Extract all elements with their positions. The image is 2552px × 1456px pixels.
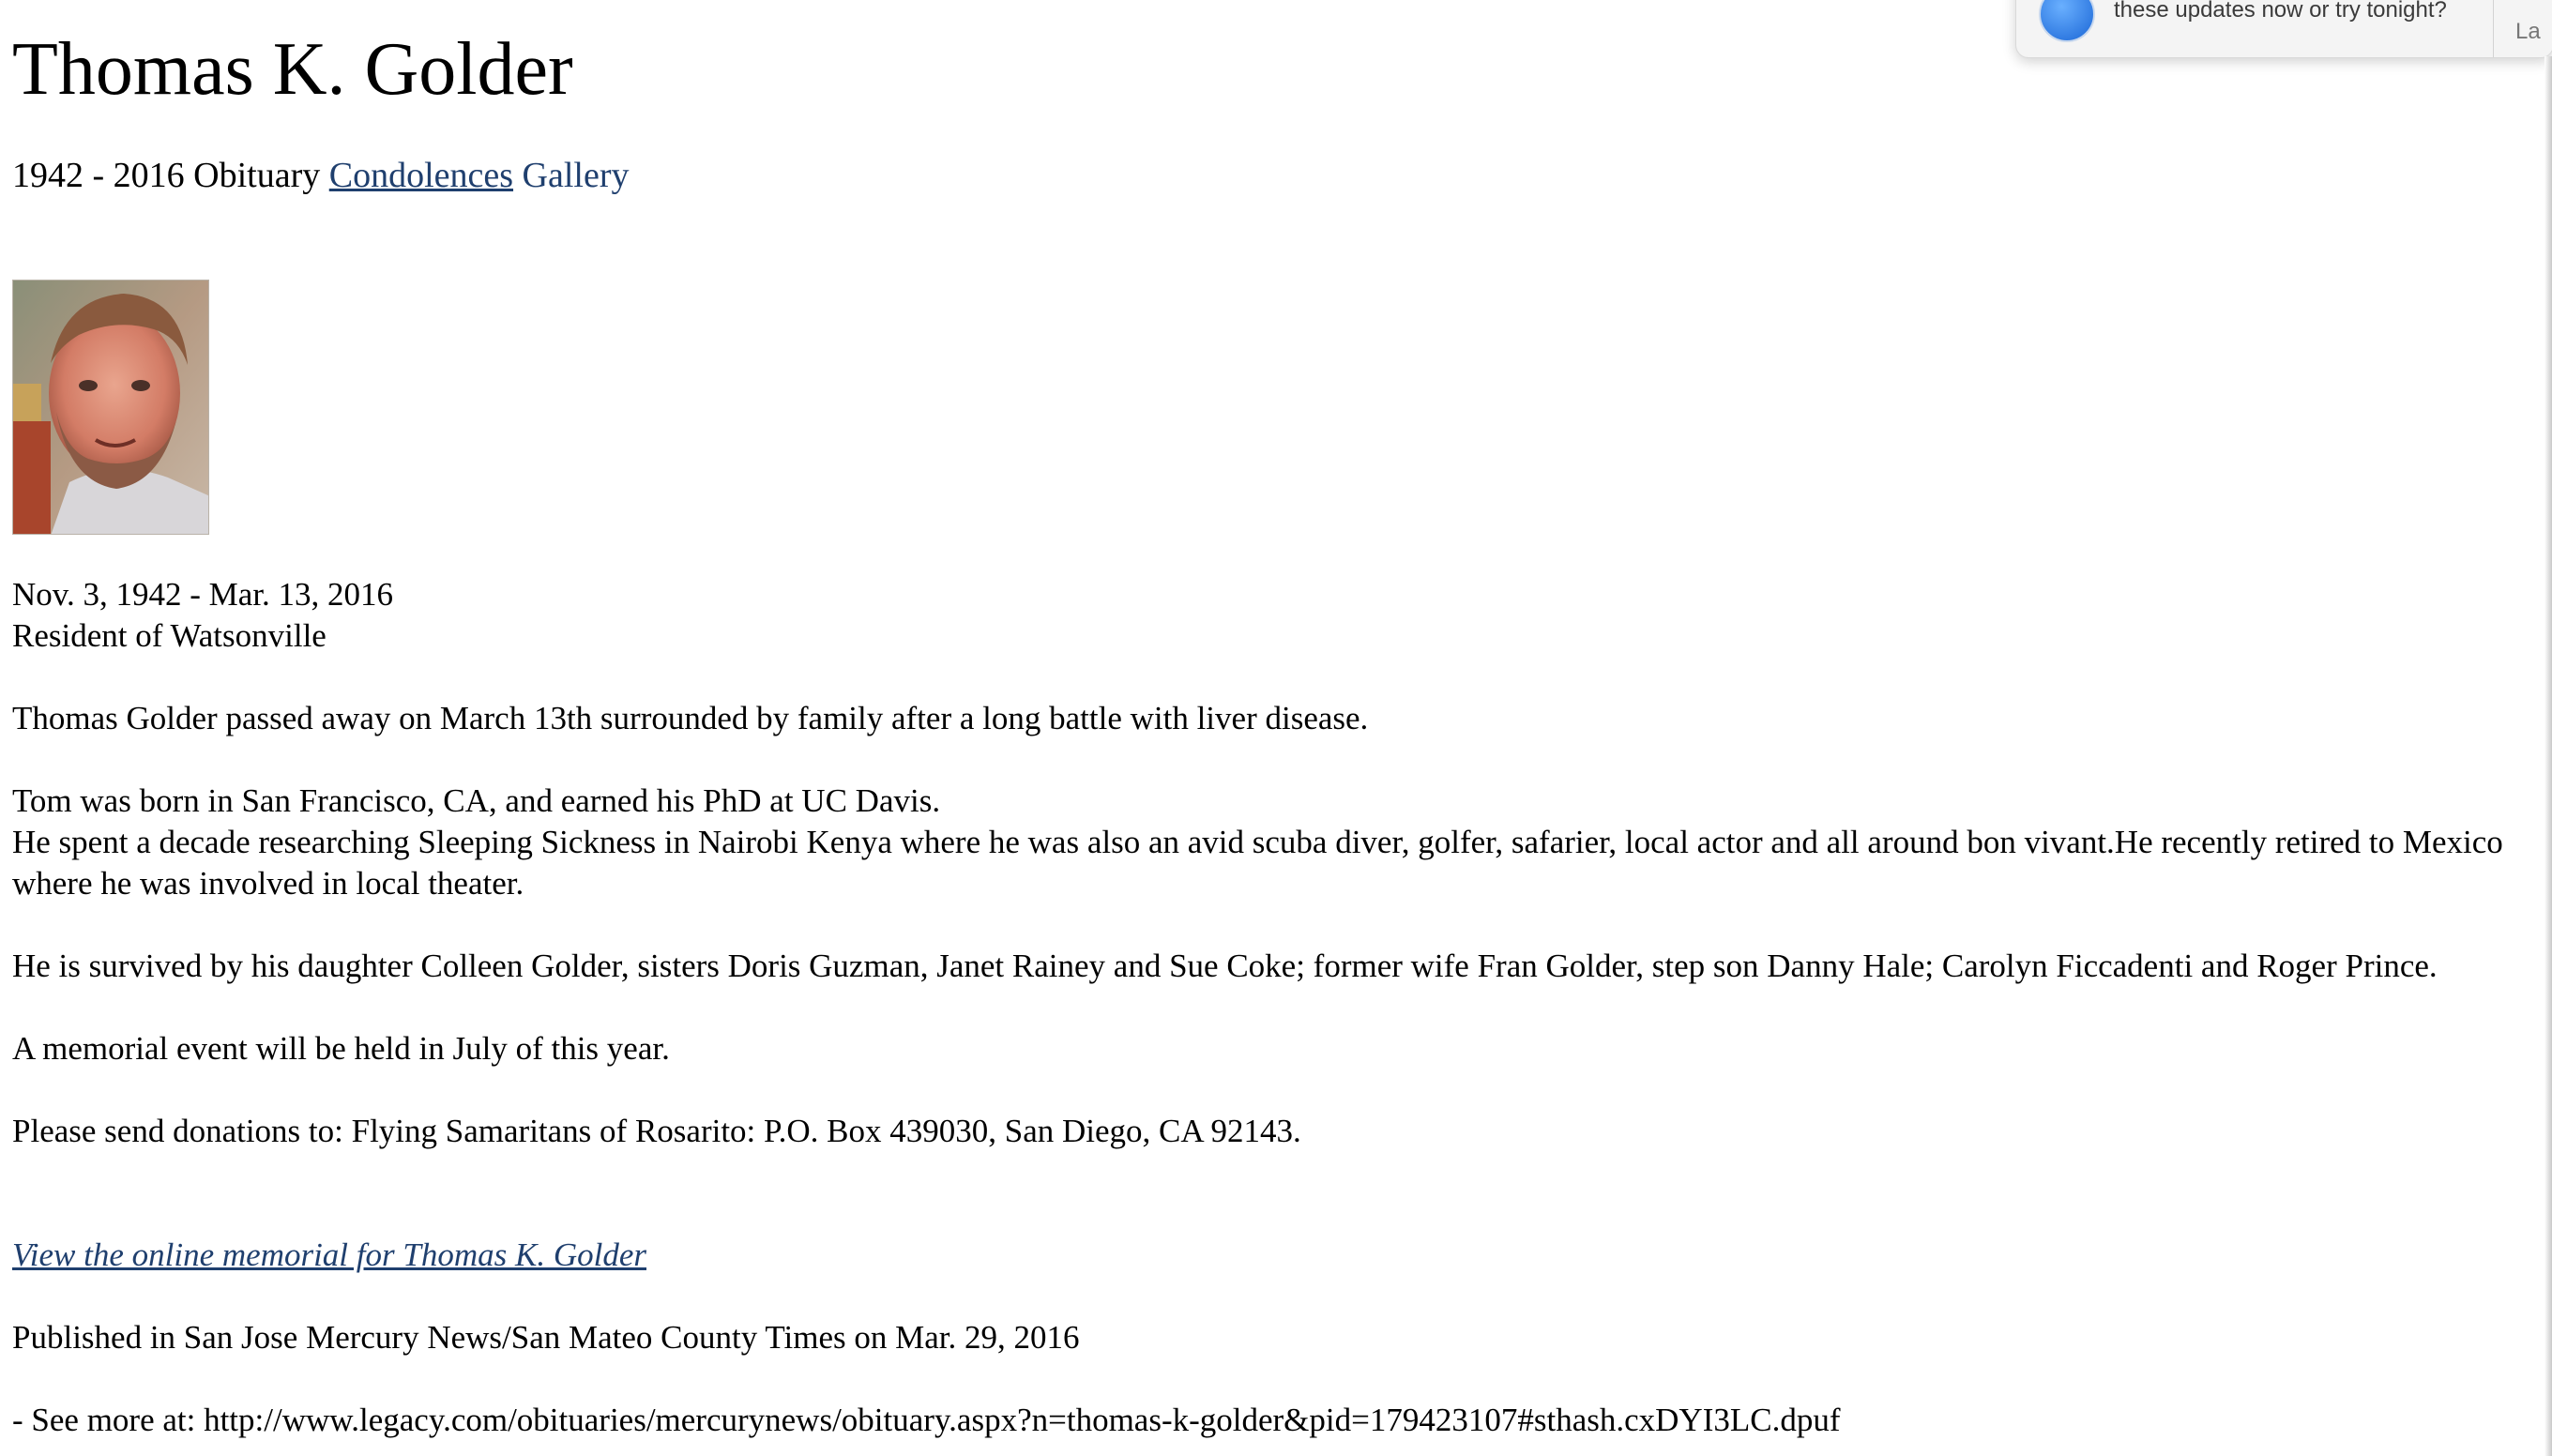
condolences-link[interactable]: Condolences	[328, 156, 514, 195]
residence: Resident of Watsonville	[12, 617, 327, 654]
later-button[interactable]: La	[2515, 19, 2541, 44]
published-info: Published in San Jose Mercury News/San Mateo County Times on Mar. 29, 2016	[12, 1319, 1080, 1356]
years-label: 1942 - 2016 Obituary	[12, 156, 321, 195]
notification-line-2: these updates now or try tonight?	[2114, 0, 2447, 23]
life-dates: Nov. 3, 1942 - Mar. 13, 2016	[12, 576, 394, 613]
paragraph-donations: Please send donations to: Flying Samaritans of Rosarito: P.O. Box 439030, San Diego, CA 92143.	[12, 1113, 1301, 1149]
see-more-url: - See more at: http://www.legacy.com/obituaries/mercurynews/obituary.aspx?n=thomas-k-golder&pid=179423107#sthash.cxDYI3LC.dpuf	[12, 1402, 1841, 1438]
notification-divider	[2493, 0, 2494, 57]
app-store-icon	[2039, 0, 2095, 42]
paragraph-memorial-event: A memorial event will be held in July of this year.	[12, 1030, 670, 1067]
paragraph-passing: Thomas Golder passed away on March 13th surrounded by family after a long battle with liver disease.	[12, 700, 1369, 736]
gallery-link[interactable]: Gallery	[522, 156, 630, 195]
notification-message	[2114, 0, 2447, 25]
portrait-image	[13, 281, 209, 535]
obituary-subnav	[12, 154, 629, 197]
obituary-body	[12, 574, 2527, 1441]
obituary-title: Thomas K. Golder	[12, 28, 573, 111]
update-notification[interactable]	[2015, 0, 2552, 58]
portrait-photo	[12, 280, 209, 535]
paragraph-birth: Tom was born in San Francisco, CA, and earned his PhD at UC Davis.	[12, 782, 941, 819]
window-edge-shadow	[2544, 56, 2552, 1456]
paragraph-career: He spent a decade researching Sleeping Sickness in Nairobi Kenya where he was also an avid scuba diver, golfer, safarier, local actor and all around bon vivant.He recently retired to Mexico where he was involved in local theater.	[12, 824, 2503, 902]
online-memorial-link[interactable]: View the online memorial for Thomas K. Golder	[12, 1236, 646, 1273]
paragraph-survivors: He is survived by his daughter Colleen Golder, sisters Doris Guzman, Janet Rainey and Sue Coke; former wife Fran Golder, step son Danny Hale; Carolyn Ficcadenti and Roger Prince.	[12, 948, 2438, 984]
